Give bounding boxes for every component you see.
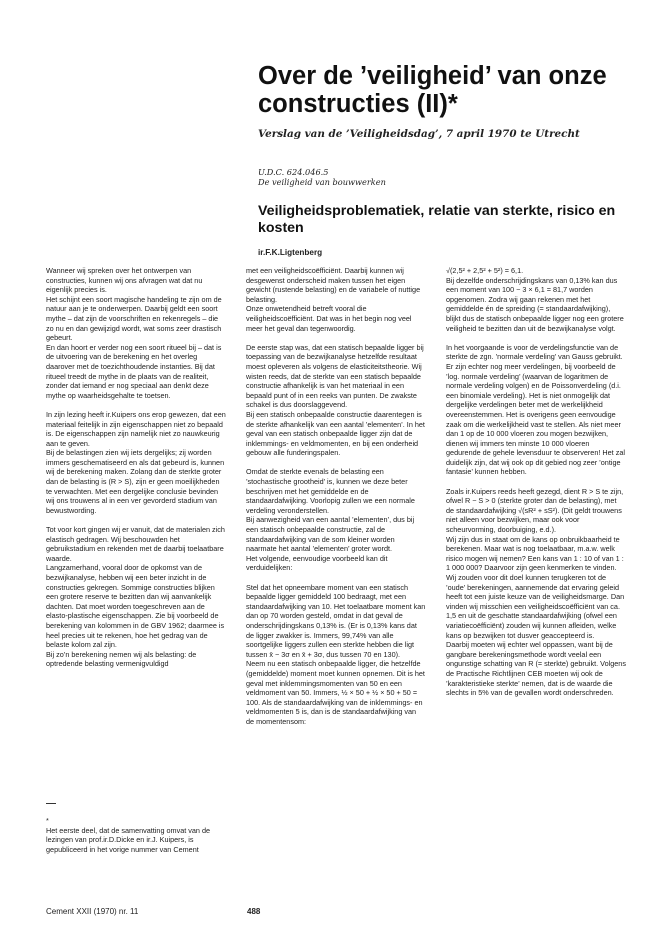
footnote bbox=[46, 816, 226, 854]
page-number: 488 bbox=[247, 907, 261, 916]
paragraph: De eerste stap was, dat een statisch bepaalde ligger bij toepassing van de bezwijkanalyse hetzelfde resultaat moest opleveren als volgens de elasticiteitstheorie. Wij wisten reeds, dat de sterkte van een statisch bepaalde constructie afhankelijk is van het materiaal in een bepaald punt of in een reeks van punten. De zwakste schakel is dus doorslaggevend. Bij een statisch onbepaalde constructie daarentegen is de sterkte afhankelijk van een aantal ’elementen’. In het geval van een statisch onbepaalde ligger zijn dat de inklemmings- en veldmomenten, en bij een onderheid gebouw alle funderingspalen. bbox=[246, 342, 425, 458]
paragraph: In zijn lezing heeft ir.Kuipers ons erop gewezen, dat een materiaal feitelijk in zijn eigenschappen niet zo bepaald is. De eigenschappen zijn namelijk niet zo nauwkeurig aan te geven. Bij de belastingen zien wij iets dergelijks; zij worden immers geschematiseerd en als dat gebeurd is, kunnen wij de berekening maken. Zolang dan de sterkte groter dan de belasting is (R > S), zijn er geen moeilijkheden te verwachten. Met een dergelijke conclusie bevinden wij ons trouwens al in een ver gevorderd stadium van bewustwording. bbox=[46, 409, 226, 515]
paragraph: √(2,5² + 2,5² + 5²) = 6,1. Bij dezelfde onderschrijdingskans van 0,13% kan dus een moment van 100 − 3 × 6,1 = 81,7 worden opgenomen. Zodra wij gaan rekenen met het gemiddelde én de spreiding (= standaardafwijking), blijkt dus de statisch onbepaalde ligger nog een grotere veiligheid te bezitten dan uit de bezwijkanalyse volgt. bbox=[446, 266, 624, 333]
section-heading: Veiligheidsproblematiek, relatie van sterkte, risico en kosten bbox=[258, 203, 616, 236]
paragraph: Stel dat het opneembare moment van een statisch bepaalde ligger gemiddeld 100 bedraagt, met een standaardafwijking van 10. Het toelaatbare moment kan dan op 70 worden gesteld, omdat in dat geval de onderschrijdingskans 0,13% is. (Er is 0,13% kans dat de ligger zwakker is. Immers, 99,74% van alle soortgelijke liggers zullen een sterkte hebben die ligt tussen x̄ − 3σ en x̄ + 3σ, dus tussen 70 en 130). Neem nu een statisch onbepaalde ligger, die hetzelfde (gemiddelde) moment moet kunnen opnemen. Dit is het geval met inklemmingsmomenten van 50 en een veldmoment van 50. Immers, ½ × 50 + ½ × 50 + 50 = 100. Als de standaardafwijking van de inklemmings- en veldmomenten 5 is, dan is de standaardafwijking van de momentensom: bbox=[246, 582, 426, 726]
paragraph: In het voorgaande is voor de verdelingsfunctie van de sterkte de zgn. ’normale verdeling’ van Gauss gebruikt. Er zijn echter nog meer verdelingen, bij voorbeeld de ’log. normale verdeling’ (waarvan de logaritmen de normale verdeling volgen) en de Poissonverdeling (d.i. een binomiale verdeling). Het is niet onmogelijk dat dergelijke verdelingen beter met de werkelijkheid overeenstemmen. Het is overigens geen eenvoudige zaak om die werkelijkheid vast te stellen. Als niet meer dan 1 op de 10 000 vloeren zou mogen bezwijken, dienen wij immers ten minste 10 000 vloeren gedurende de gehele levensduur te observeren! Het zal duidelijk zijn, dat wij ook op dit gebied nog zeer ’ontige fantasie’ kunnen hebben. bbox=[446, 342, 625, 477]
text-column-2 bbox=[246, 266, 426, 727]
paragraph: Tot voor kort gingen wij er vanuit, dat de materialen zich elastisch gedragen. Wij beschouwden het gebruikstadium en rekenden met de daarbij toelaatbare waarde. Langzamerhand, vooral door de opkomst van de bezwijkanalyse, hebben wij een beter inzicht in de constructies gekregen. Sommige constructies blijken een grotere reserve te bezitten dan wij aanvankelijk dachten. Dat moet worden toegeschreven aan de elasto-plastische eigenschappen. Zie bij voorbeeld de berekening van kolommen in de GBV 1962; daarmee is heel precies uit te rekenen, hoe het gedrag van de belaste kolom zal zijn. Bij zo’n berekening nemen wij als belasting: de optredende belasting vermenigvuldigd bbox=[46, 525, 225, 669]
udc-block bbox=[258, 167, 386, 187]
paragraph: met een veiligheidscoëfficiënt. Daarbij kunnen wij desgewenst onderscheid maken tussen het eigen gewicht (rustende belasting) en de variabele of nuttige belasting. Onze onwetendheid betreft vooral die veiligheidscoëfficiënt. Dat was in het begin nog veel meer het geval dan tegenwoordig. bbox=[246, 266, 421, 333]
udc-code: U.D.C. 624.046.5 bbox=[258, 167, 329, 177]
footnote-divider bbox=[46, 803, 56, 804]
footnote-marker: * bbox=[46, 816, 49, 825]
author-name: ir.F.K.Ligtenberg bbox=[258, 248, 323, 257]
subtitle: Verslag van de ’Veiligheidsdag’, 7 april 1970 te Utrecht bbox=[258, 128, 580, 140]
text-column-1 bbox=[46, 266, 226, 669]
paragraph: Zoals ir.Kuipers reeds heeft gezegd, dient R > S te zijn, ofwel R − S > 0 (sterkte groter dan de belasting), met de standaardafwijking √(sR² + sS²). (Dit geldt trouwens niet alleen voor bezwijken, maar ook voor scheurvorming, doorbuiging, e.d.). Wij zijn dus in staat om de kans op onbruikbaarheid te berekenen. Maar wat is nog toelaatbaar, m.a.w. welk risico mogen wij nemen? Een kans van 1 : 10 of van 1 : 1 000 000? Daarvoor zijn geen kenmerken te vinden. Wij zouden voor dit doel kunnen terugkeren tot de ’oude’ berekeningen, aannemende dat ervaring geleid heeft tot een juiste keuze van de veiligheidsmarge. Dan vinden wij misschien een veiligheidscoëfficiënt van ca. 1,5 en uit de geschatte standaardafwijking (ofwel een variatiecoëfficiënt) zouden wij kunnen afleiden, welke kans op bezwijken tot dusver geaccepteerd is. Daarbij moeten wij echter wel oppassen, want bij de gangbare berekeningsmethode wordt veelal een ongunstige schatting van R (= sterkte) gebruikt. Volgens de Practische Richtlijnen CEB moeten wij ook de ’karakteristieke sterkte’ nemen, dat is de waarde die slechts in 5% van de gevallen wordt onderschreden. bbox=[446, 486, 626, 698]
journal-info: Cement XXII (1970) nr. 11 bbox=[46, 907, 139, 916]
text-column-3 bbox=[446, 266, 626, 698]
paragraph: Omdat de sterkte evenals de belasting een ’stochastische grootheid’ is, kunnen we deze beter beschrijven met het gemiddelde en de standaardafwijking. Voorlopig zullen we een normale verdeling veronderstellen. Bij aanwezigheid van een aantal ’elementen’, dus bij een statisch onbepaalde constructie, zal de standaardafwijking van de som kleiner worden naarmate het aantal ’elementen’ groter wordt. Het volgende, eenvoudige voorbeeld kan dit verduidelijken: bbox=[246, 467, 415, 573]
udc-subject: De veiligheid van bouwwerken bbox=[258, 177, 386, 187]
footnote-text: Het eerste deel, dat de samenvatting omvat van de lezingen van prof.ir.D.Dicke en ir.J. Kuipers, is gepubliceerd in het vorige nummer van Cement bbox=[46, 825, 211, 854]
paragraph: Wanneer wij spreken over het ontwerpen van constructies, kunnen wij ons afvragen wat dat nu eigenlijk precies is. Het schijnt een soort magische handeling te zijn om de natuur aan je te onderwerpen. Daarbij geldt een soort mythe – dat zijn de voorschriften en rekenregels – die zo nu en dan gewijzigd wordt, wat soms zeer drastisch gebeurt. En dan hoort er verder nog een soort ritueel bij – dat is de uitvoering van de berekening en het overleg daarover met de toezichthoudende instanties. Bij dat ritueel treedt de mythe in de plaats van de realiteit, zonder dat iemand er nog speciaal aan denkt deze mythe op waarheidsgehalte te toetsen. bbox=[46, 266, 222, 400]
page-title: Over de ’veiligheid’ van onze constructies (II)* bbox=[258, 62, 607, 118]
